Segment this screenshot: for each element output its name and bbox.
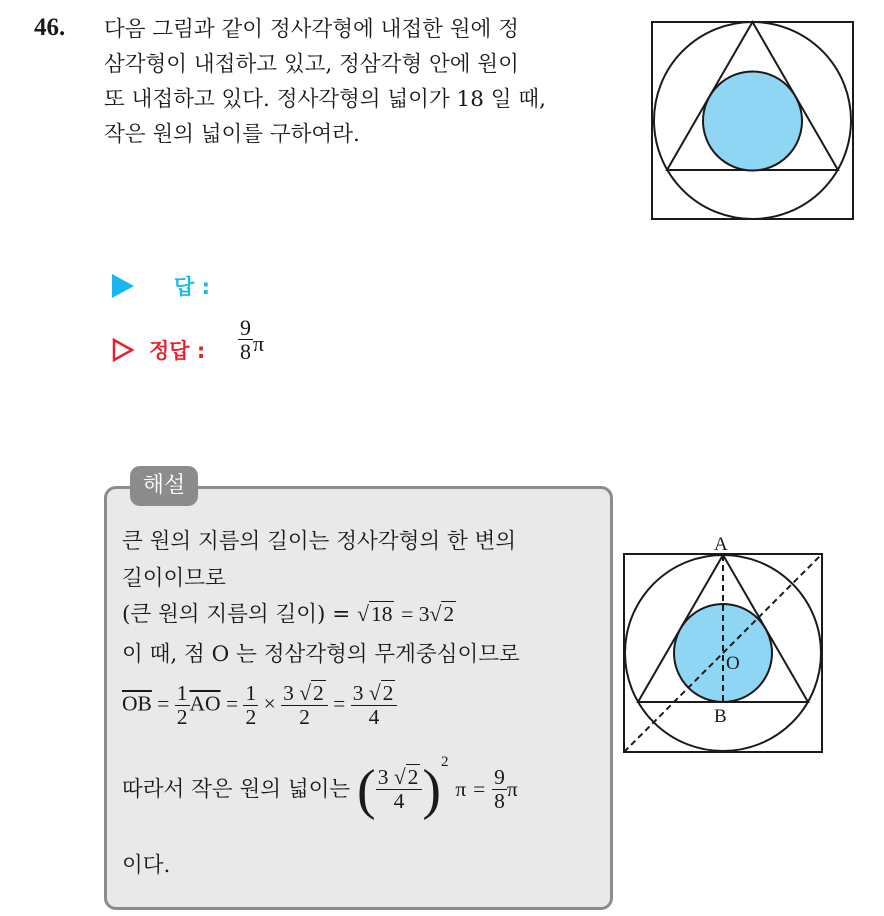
solution-line: 이다. [122,853,171,878]
diameter-label: (큰 원의 지름의 길이) = [122,602,351,627]
outline-triangle-icon [112,338,134,362]
label-a: A [714,534,728,555]
question-text [104,12,624,152]
correct-answer-label: 정답 : [149,339,206,363]
question-line: 또 내접하고 있다. 정사각형의 넓이가 18 일 때, [104,87,546,112]
equals-3: = 3 [401,602,430,626]
fraction-denominator: 8 [240,339,251,365]
question-number: 46. [34,14,66,41]
fraction-numerator: 9 [240,315,251,340]
sqrt-18: √18 [357,602,393,626]
label-b: B [714,706,727,727]
question-line: 작은 원의 넓이를 구하여라. [104,122,360,147]
sqrt-2: √2 [429,602,455,626]
solution-line [122,597,456,628]
small-circle [703,72,802,171]
play-triangle-icon [112,274,134,298]
pi-symbol: π [253,331,265,357]
segment-ao: $\overline{AO}$ [189,691,221,716]
correct-answer-value [238,316,264,364]
answer-label: 답 : [174,275,210,299]
ob-equation: $\overline{OB}$ = $\frac{1}{2}$ $\overline{AO}$ = $\frac{1}{2}$ × $\frac{3 √2}{2}$ = $\frac{3 √2}{4}$ [122,682,397,729]
label-o: O [726,653,740,674]
solution-figure [614,530,830,760]
segment-ob: $\overline{OB}$ [122,691,152,716]
question-line: 삼각형이 내접하고 있고, 정삼각형 안에 원이 [104,52,519,77]
solution-line: 길이이므로 [122,566,226,591]
question-figure [650,20,856,222]
area-equation: 따라서 작은 원의 넓이는 ( $\frac{3 √2}{4}$ )$^2$ π = $\frac{9}{8}$ π [122,754,518,821]
solution-tab: 해설 [130,466,198,506]
area-label: 따라서 작은 원의 넓이는 [122,777,351,802]
solution-line: 이 때, 점 O 는 정삼각형의 무게중심이므로 [122,642,520,667]
solution-line: 큰 원의 지름의 길이는 정사각형의 한 변의 [122,529,517,554]
question-line: 다음 그림과 같이 정사각형에 내접한 원에 정 [104,17,519,42]
